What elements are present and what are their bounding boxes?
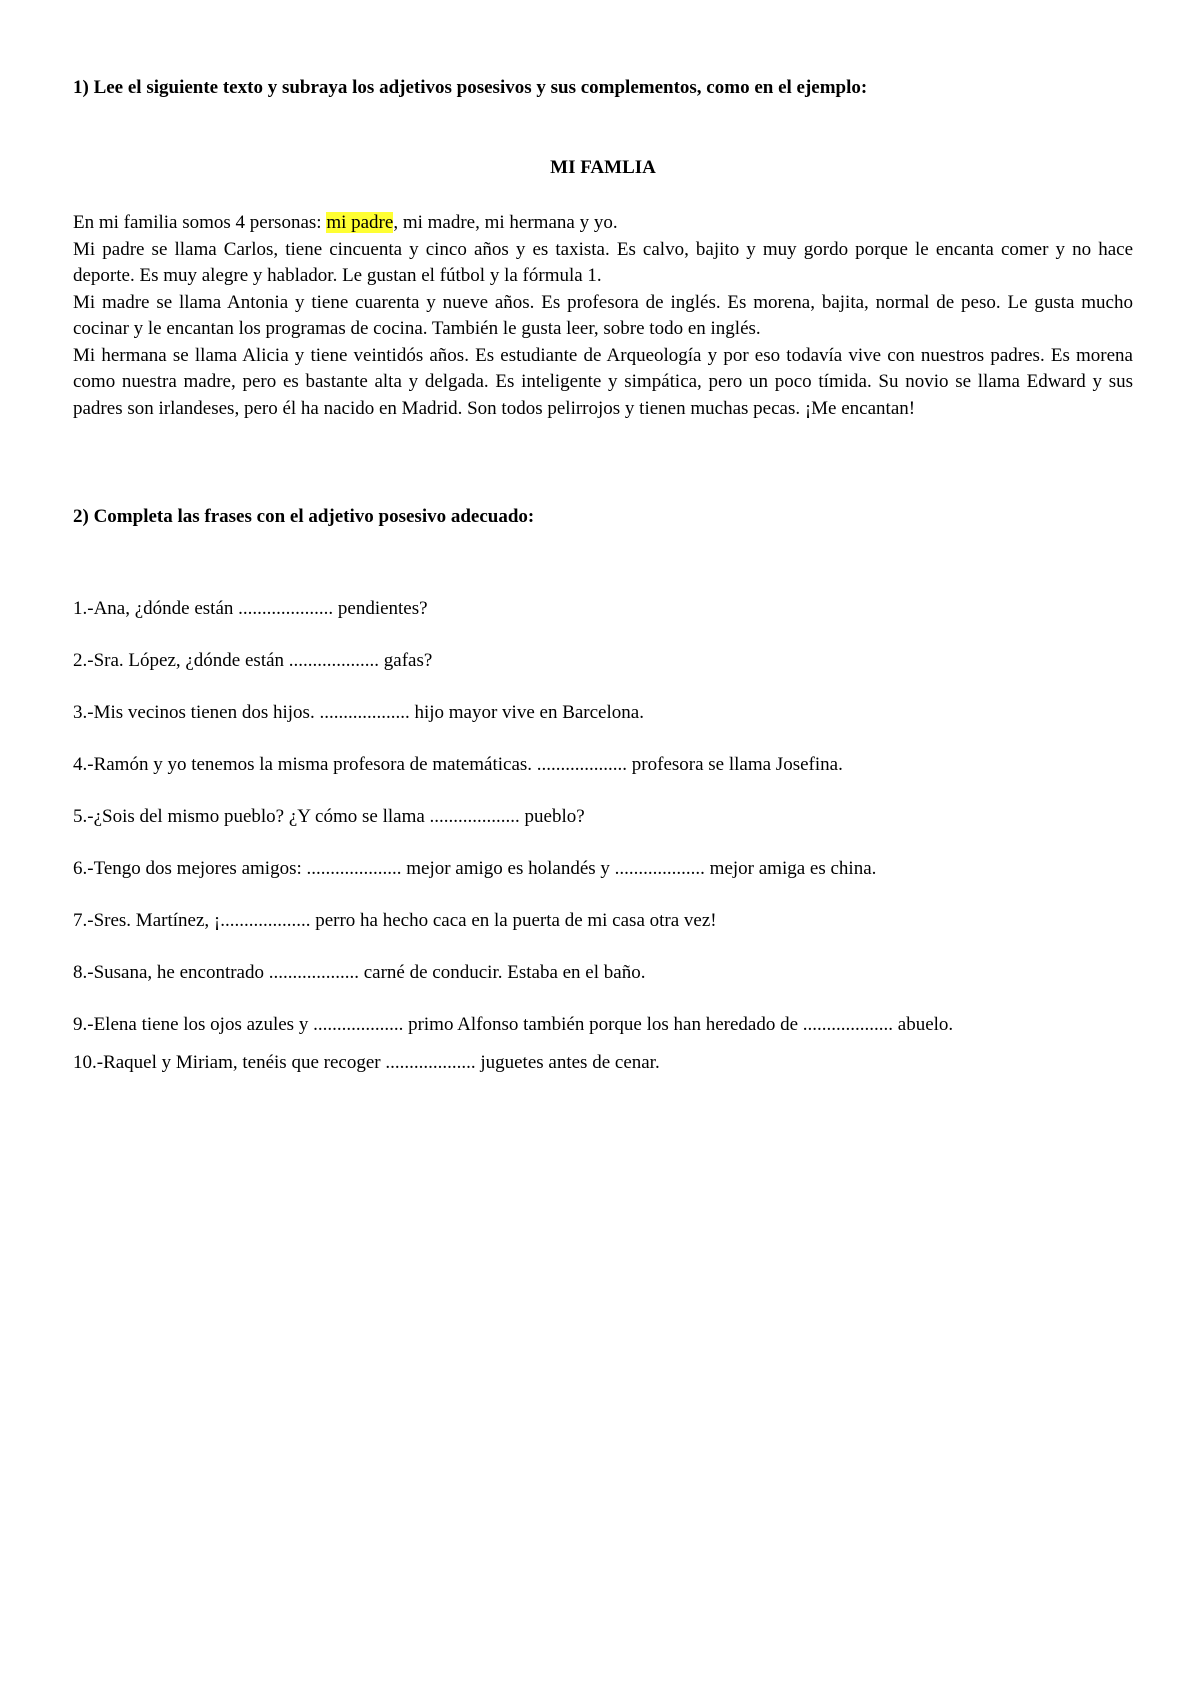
paragraph-intro-start: En mi familia somos 4 personas: [73, 212, 327, 233]
sentence-number: 5.- [73, 806, 94, 827]
sentence-number: 10.- [73, 1052, 104, 1073]
sentence-text: Sres. Martínez, ¡................... perro ha hecho caca en la puerta de mi casa otra vez! [93, 910, 717, 931]
sentence-number: 2.- [73, 650, 94, 671]
sentence-text: Susana, he encontrado ................... carné de conducir. Estaba en el baño. [93, 962, 646, 983]
paragraph-intro [73, 210, 1133, 237]
exercise-1-title: 1) Lee el siguiente texto y subraya los adjetivos posesivos y sus complementos, como en el ejemplo: [73, 77, 868, 98]
sentence-item [73, 751, 1133, 779]
sentence-item [73, 907, 1133, 935]
sentence-text: Elena tiene los ojos azules y ................... primo Alfonso también porque los han heredado de ................... abuelo. [93, 1014, 954, 1035]
sentence-text: Ana, ¿dónde están .................... pendientes? [93, 598, 428, 619]
sentence-text: Raquel y Miriam, tenéis que recoger ................... juguetes antes de cenar. [103, 1052, 660, 1073]
reading-text [73, 210, 1133, 422]
sentence-text: Tengo dos mejores amigos: .................... mejor amigo es holandés y ................... mejor amiga es china. [93, 858, 877, 879]
paragraph-sister: Mi hermana se llama Alicia y tiene veintidós años. Es estudiante de Arqueología y por eso todavía vive con nuestros padres. Es morena como nuestra madre, pero es bastante alta y delgada. Es inteligente y simpática, pero un poco tímida. Su novio se llama Edward y sus padres son irlandeses, pero él ha nacido en Madrid. Son todos pelirrojos y tienen muchas pecas. ¡Me encantan! [73, 344, 1133, 419]
sentence-item [73, 959, 1133, 987]
sentence-item [73, 699, 1133, 727]
sentence-item [73, 1011, 1133, 1039]
sentence-number: 8.- [73, 962, 94, 983]
sentence-item [73, 803, 1133, 831]
paragraph-intro-end: , mi madre, mi hermana y yo. [393, 212, 618, 233]
sentence-text: Sra. López, ¿dónde están ................... gafas? [93, 650, 433, 671]
sentence-number: 6.- [73, 858, 94, 879]
sentence-number: 7.- [73, 910, 94, 931]
paragraph-mother: Mi madre se llama Antonia y tiene cuarenta y nueve años. Es profesora de inglés. Es morena, bajita, normal de peso. Le gusta mucho cocinar y le encantan los programas de cocina. También le gusta leer, sobre todo en inglés. [73, 291, 1133, 339]
sentence-text: ¿Sois del mismo pueblo? ¿Y cómo se llama ................... pueblo? [93, 806, 585, 827]
sentence-item [73, 595, 1133, 623]
sentence-number: 4.- [73, 754, 94, 775]
paragraph-father: Mi padre se llama Carlos, tiene cincuenta y cinco años y es taxista. Es calvo, bajito y muy gordo porque le encanta comer y no hace deporte. Es muy alegre y hablador. Le gustan el fútbol y la fórmula 1. [73, 238, 1133, 286]
sentence-number: 3.- [73, 702, 94, 723]
example-highlight: mi padre [326, 212, 394, 233]
sentence-text: Ramón y yo tenemos la misma profesora de matemáticas. ................... profesora se llama Josefina. [93, 754, 843, 775]
sentence-number: 1.- [73, 598, 94, 619]
sentence-number: 9.- [73, 1014, 94, 1035]
sentence-item [73, 855, 1133, 883]
exercise-2-title: 2) Completa las frases con el adjetivo posesivo adecuado: [73, 506, 535, 527]
reading-text-title: MI FAMLIA [550, 157, 656, 178]
sentence-list [73, 595, 1133, 1101]
sentence-item [73, 647, 1133, 675]
sentence-item [73, 1049, 1133, 1077]
sentence-text: Mis vecinos tienen dos hijos. ................... hijo mayor vive en Barcelona. [93, 702, 644, 723]
